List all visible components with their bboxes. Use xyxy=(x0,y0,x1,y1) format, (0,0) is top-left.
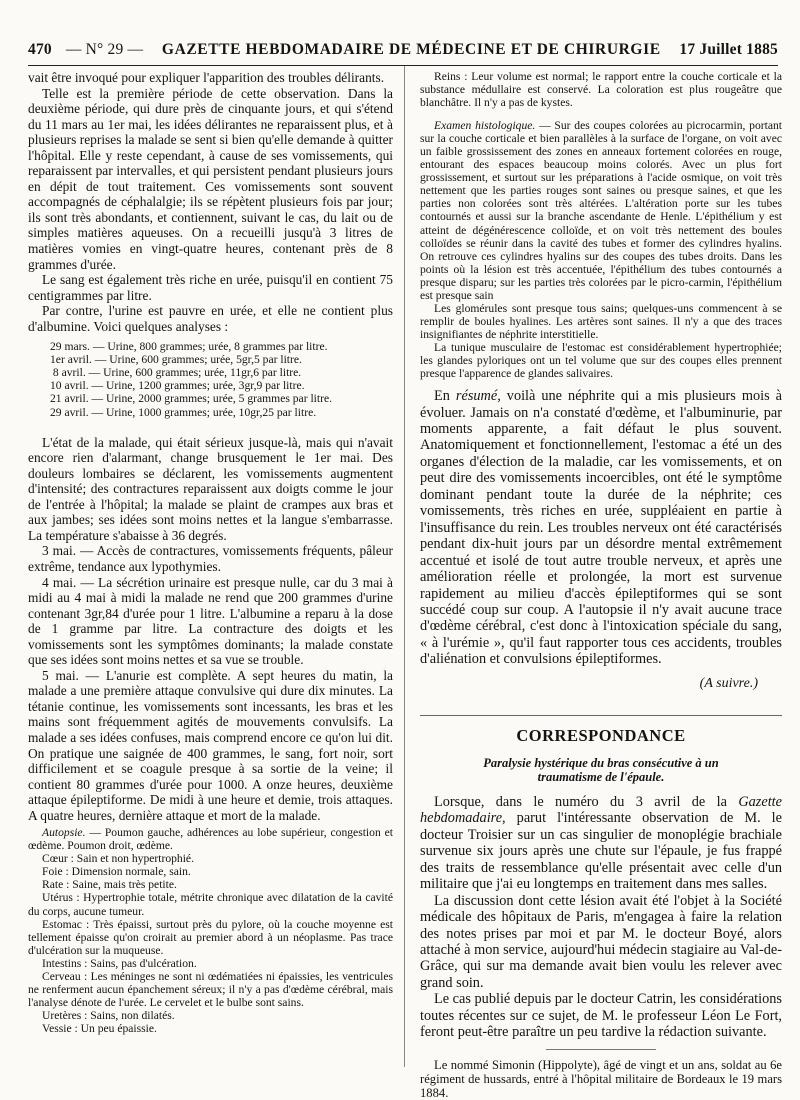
analysis-row: 29 mars. — Urine, 800 grammes; urée, 8 grammes par litre. xyxy=(50,340,328,354)
autopsy-report xyxy=(28,826,393,1035)
paragraph: Le sang est également très riche en urée, puisqu'il en contient 75 centigrammes par litre. xyxy=(28,272,393,303)
autopsy-paragraph: Autopsie. — Poumon gauche, adhérences au lobe supérieur, congestion et œdème. Poumon droit, œdème. xyxy=(28,826,393,853)
paragraph: L'état de la malade, qui était sérieux jusque-là, mais qui n'avait encore rien d'alarmant, change brusquement le 1er mai. Des douleurs lombaires se déclarent, les vomissements augmentent d'intensité; des contractures reparaissent aux doigts comme le jour de l'entrée à l'hôpital; la malade se plaint de crampes aux bras et aux jambes; ses idées sont moins nettes et la langue s'embarrasse. La température s'abaisse à 36 degrés. xyxy=(28,434,393,543)
paragraph: Lorsque, dans le numéro du 3 avril de la Gazette hebdomadaire, parut l'intéressante observation de M. le docteur Troisier sur un cas singulier de monoplégie brachiale survenue six jours après une chute sur l'épaule, je fus frappé des traits de ressemblance qu'elle présentait avec celle d'un militaire que j'ai eu longtemps en traitement dans mes salles. xyxy=(420,793,782,893)
paragraph: Par contre, l'urine est pauvre en urée, et elle ne contient plus d'albumine. Voici quelques analyses : xyxy=(28,303,393,334)
left-column xyxy=(28,70,393,1035)
analysis-row: 21 avril. — Urine, 2000 grammes; urée, 5 grammes par litre. xyxy=(50,392,333,406)
column-divider xyxy=(404,66,405,1067)
issue-number: — N° 29 — xyxy=(65,41,144,58)
histology-label: Examen histologique. xyxy=(434,119,536,133)
histology-paragraph: Examen histologique. — Sur des coupes colorées au picrocarmin, portant sur la couche corticale et bien parallèles à la surface de l'organe, on voit avec un faible grossissement des zones en anneaux fortement colorées en rouge, entourant des espaces beaucoup moins colorés. Avec un plus fort grossissement, et surtout sur les préparations à l'acide osmique, on voit très nettement que les parties rouges sont saines ou presque saines, et que les parties non colorées sont très altérées. L'altération porte sur les tubes contournés et aussi sur la branche ascendante de Henle. L'épithélium y est atteint de dégénérescence colloïde, et on voit très nettement des boules colloïdes se réunir dans la cavité des tubes et former des cylindres hyalins. On retrouve ces cylindres hyalins sur des coupes des tubes droits. Dans les points où la lésion est très accentuée, l'épithélium des tubes contournés a presque disparu; sur les parties très colorées par le picro-carmin, l'épithélium est presque sain xyxy=(420,119,782,302)
paragraph: La tunique musculaire de l'estomac est considérablement hypertrophiée; les glandes pyloriques ont un tel volume que sur des coupes elles prennent presque l'apparence de glandes salivaires. xyxy=(420,340,782,381)
autopsy-line: Cerveau : Les méninges ne sont ni œdématiées ni épaissies, les ventricules ne renferment aucun épanchement séreux; il n'y a pas d'œdème cérébral, mais l'analyse dénote de l'urée. Le cervelet et le bulbe sont sains. xyxy=(28,969,393,1009)
autopsy-line: Estomac : Très épaissi, surtout près du pylore, où la couche moyenne est tellement épaisse qu'on croirait au premier abord à un néoplasme. Pas trace d'ulcération sur la muqueuse. xyxy=(28,917,393,957)
autopsy-line: Utérus : Hypertrophie totale, métrite chronique avec dilatation de la cavité du corps, aucune tumeur. xyxy=(28,891,393,918)
autopsy-continued xyxy=(420,70,782,380)
page-header xyxy=(28,36,778,64)
autopsy-line: Intestins : Sains, pas d'ulcération. xyxy=(42,956,197,970)
issue-date: 17 Juillet 1885 xyxy=(679,41,778,58)
autopsy-line: Rate : Saine, mais très petite. xyxy=(42,878,177,892)
paragraph: Le nommé Simonin (Hippolyte), âgé de vingt et un ans, soldat au 6e régiment de hussards, entré à l'hôpital militaire de Bordeaux le 19 mars 1884. xyxy=(420,1057,782,1100)
paragraph: Telle est la première période de cette observation. Dans la deuxième période, qui dure près de cinquante jours, et qui s'étend du 11 mars au 1er mai, les idées délirantes ne reparaissent plus, et à plusieurs reprises la malade se sent si bien qu'elle demande à quitter l'hôpital. Elle y reste cependant, à cause de ses vomissements, qui reparaissent par intervalles, et qui persistent pendant plusieurs jours en dépit de tout traitement. Ces vomissements sont souvent accompagnés de céphalalgie; ils se répètent plusieurs fois par jour; ils sont très abondants, et contiennent, suivant le cas, du lait ou de simples matières aqueuses. On a recueilli jusqu'à 3 litres de matières vomies en vingt-quatre heures, contenant près de 8 grammes d'urée. xyxy=(28,85,393,272)
autopsy-line: Cœur : Sain et non hypertrophié. xyxy=(42,852,194,866)
analysis-row: 29 avril. — Urine, 1000 grammes; urée, 10gr,25 par litre. xyxy=(50,405,317,419)
autopsy-line: Foie : Dimension normale, sain. xyxy=(42,865,191,879)
autopsy-label: Autopsie. xyxy=(42,826,86,840)
autopsy-line: Vessie : Un peu épaissie. xyxy=(42,1021,157,1035)
section-separator xyxy=(420,715,782,716)
header-rule xyxy=(28,65,778,66)
paragraph: Le cas publié depuis par le docteur Catrin, les considérations toutes récentes sur ce sujet, de M. le professeur Léon Le Fort, feront peut-être paraître un peu tardive la rédaction suivante. xyxy=(420,991,782,1041)
right-column xyxy=(420,70,782,1100)
paragraph: 3 mai. — Accès de contractures, vomissements fréquents, pâleur extrême, tendance aux lypothymies. xyxy=(28,543,393,574)
paragraph: 4 mai. — La sécrétion urinaire est presque nulle, car du 3 mai à midi au 4 mai à midi la malade ne rend que 200 grammes d'urine contenant 3gr,84 d'urée pour 1 litre. L'albumine a reparu à la dose de 1 gramme par litre. La contracture des doigts et les vomissements sont les symptômes dominants; la malade constate que ses idées sont moins nettes et sa vue se trouble. xyxy=(28,574,393,668)
urine-analyses-list xyxy=(50,340,393,418)
autopsy-line: Reins : Leur volume est normal; le rapport entre la couche corticale et la substance médullaire est conservé. La coloration est plus rougeâtre que blanchâtre. Il n'y a pas de kystes. xyxy=(420,70,782,110)
analysis-row: 1er avril. — Urine, 600 grammes; urée, 5gr,5 par litre. xyxy=(50,353,302,367)
summary-label: résumé, xyxy=(455,388,501,405)
journal-name: Gazette hebdomadaire, xyxy=(420,793,782,827)
paragraph: La discussion dont cette lésion avait été l'objet à la Société médicale des hôpitaux de Paris, m'engagea à faire la relation des notes prises par moi et par M. le docteur Boyé, alors attaché à mon service, aujourd'hui médecin stagiaire au Val-de-Grâce, qui sur ma demande avait bien voulu les relever avec grand soin. xyxy=(420,892,782,991)
article-subtitle: Paralysie hystérique du bras consécutive à un traumatisme de l'épaule. xyxy=(483,755,719,784)
analysis-row: 10 avril. — Urine, 1200 grammes; urée, 3gr,9 par litre. xyxy=(50,379,305,393)
section-title: CORRESPONDANCE xyxy=(516,726,686,746)
paragraph: 5 mai. — L'anurie est complète. A sept heures du matin, la malade a une première attaque convulsive qui dure dix minutes. La tétanie continue, les vomissements sont incessants, les bras et les mains sont fréquemment agités de mouvements convulsifs. La malade a ses idées confuses, mais comprend encore ce qu'on lui dit. On pratique une saignée de 400 grammes, le sang, fort noir, sort difficilement et se coagule presque à sa sortie de la veine; il contient 80 grammes d'urée pour 1000. A onze heures, deuxième attaque épileptiforme. De midi à une heure et demie, trois attaques. A quatre heures, dernière attaque et mort de la malade. xyxy=(28,667,393,823)
paragraph: Les glomérules sont presque tous sains; quelques-uns commencent à se remplir de boules hyalines. Les artères sont saines. Il n'y a que des traces insignifiantes de néphrite interstitielle. xyxy=(420,301,782,341)
analysis-row: 8 avril. — Urine, 600 grammes; urée, 11gr,6 par litre. xyxy=(50,366,302,380)
paragraph: vait être invoqué pour expliquer l'apparition des troubles délirants. xyxy=(28,70,385,85)
to-be-continued: (A suivre.) xyxy=(699,675,758,691)
journal-title: GAZETTE HEBDOMADAIRE DE MÉDECINE ET DE CHIRURGIE xyxy=(161,41,661,58)
page-number: 470 xyxy=(28,41,52,58)
short-rule xyxy=(546,1049,656,1050)
summary-paragraph: En résumé, voilà une néphrite qui a mis plusieurs mois à évoluer. Jamais on n'a constaté d'œdème, et l'albuminurie, par moments apparente, a fait défaut le plus souvent. Anatomiquement et fonctionnellement, l'estomac a été un des organes d'élection de la maladie, car les vomissements, et on peut dire des vomissements incoercibles, ont été le symptôme dominant pendant toute la durée de la néphrite; ces vomissements, très riches en urée, suppléaient en partie à l'insuffisance du rein. Les troubles nerveux ont été caractérisés pendant dix-huit jours par un désordre mental extrêmement accentué et isolé de tout autre trouble nerveux, et après une amélioration réelle et prolongée, la mort est survenue rapidement au milieu d'accès épileptiformes qui se sont succédé coup sur coup. A l'autopsie il n'y avait aucune trace d'œdème cérébral, c'est donc à l'intoxication spéciale du sang, « à l'urémie », qu'il faut rapporter tous ces accidents, troubles d'aliénation et convulsions épileptiformes. xyxy=(420,388,782,668)
autopsy-line: Uretères : Sains, non dilatés. xyxy=(42,1008,175,1022)
